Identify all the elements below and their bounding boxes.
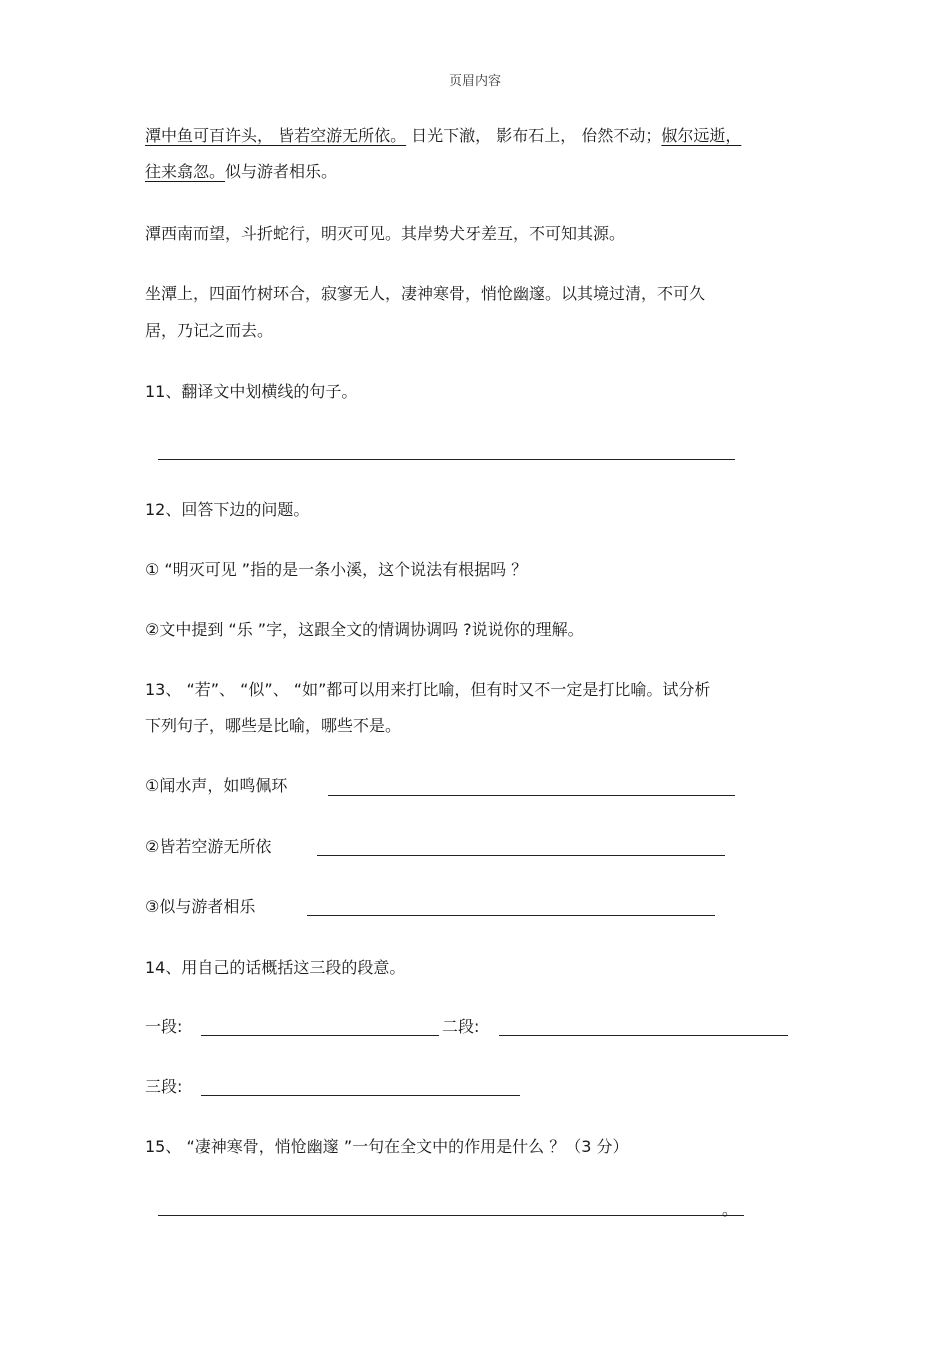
passage-text: 日光下澈， 影布石上， 佁然不动； bbox=[406, 126, 662, 145]
passage-p1-line1 bbox=[145, 126, 741, 146]
question-12-1: ① “明灭可见 ”指的是一条小溪，这个说法有根据吗 ？ bbox=[145, 560, 528, 579]
question-11: 11、翻译文中划横线的句子。 bbox=[145, 382, 358, 401]
question-14: 14、用自己的话概括这三段的段意。 bbox=[145, 958, 406, 977]
question-13-line2: 下列句子，哪些是比喻，哪些不是。 bbox=[145, 716, 402, 735]
question-13-item-b: ②皆若空游无所依 bbox=[145, 837, 272, 856]
answer-line-segment-1[interactable] bbox=[201, 1035, 439, 1036]
underlined-sentence-1: 潭中鱼可百许头， 皆若空游无所依。 bbox=[145, 126, 407, 145]
question-13-line1: 13、 “若”、 “似”、 “如”都可以用来打比喻，但有时又不一定是打比喻。试分析 bbox=[145, 680, 711, 699]
underlined-sentence-2b: 往来翕忽。 bbox=[145, 162, 226, 181]
answer-line-q13-a[interactable] bbox=[328, 795, 735, 796]
answer-line-q13-c[interactable] bbox=[307, 915, 715, 916]
passage-p1-line2 bbox=[145, 162, 337, 182]
passage-p2: 潭西南而望，斗折蛇行，明灭可见。其岸势犬牙差互，不可知其源。 bbox=[145, 224, 626, 243]
question-12-2: ②文中提到 “乐 ”字，这跟全文的情调协调吗 ?说说你的理解。 bbox=[145, 620, 584, 639]
segment-3-label: 三段: bbox=[145, 1077, 183, 1096]
segment-2-label: 二段: bbox=[442, 1017, 480, 1036]
answer-line-q15[interactable] bbox=[158, 1215, 744, 1216]
question-12: 12、回答下边的问题。 bbox=[145, 500, 310, 519]
segment-1-label: 一段: bbox=[145, 1017, 183, 1036]
page-header: 页眉内容 bbox=[448, 74, 501, 89]
answer-line-segment-2[interactable] bbox=[499, 1035, 788, 1036]
question-13-item-a: ①闻水声，如鸣佩环 bbox=[145, 776, 288, 795]
question-13-item-c: ③似与游者相乐 bbox=[145, 897, 256, 916]
passage-p3-line2: 居，乃记之而去。 bbox=[145, 321, 274, 340]
answer-line-q11[interactable] bbox=[158, 459, 735, 460]
passage-p3-line1: 坐潭上，四面竹树环合，寂寥无人，凄神寒骨，悄怆幽邃。以其境过清，不可久 bbox=[145, 284, 706, 303]
underlined-sentence-2a: 俶尔远逝， bbox=[661, 126, 742, 145]
question-15: 15、 “凄神寒骨，悄怆幽邃 ”一句在全文中的作用是什么 ？（3 分） bbox=[145, 1137, 629, 1156]
answer-end-period: 。 bbox=[722, 1200, 739, 1219]
answer-line-segment-3[interactable] bbox=[201, 1095, 520, 1096]
answer-line-q13-b[interactable] bbox=[317, 855, 725, 856]
passage-text: 似与游者相乐。 bbox=[225, 162, 338, 181]
